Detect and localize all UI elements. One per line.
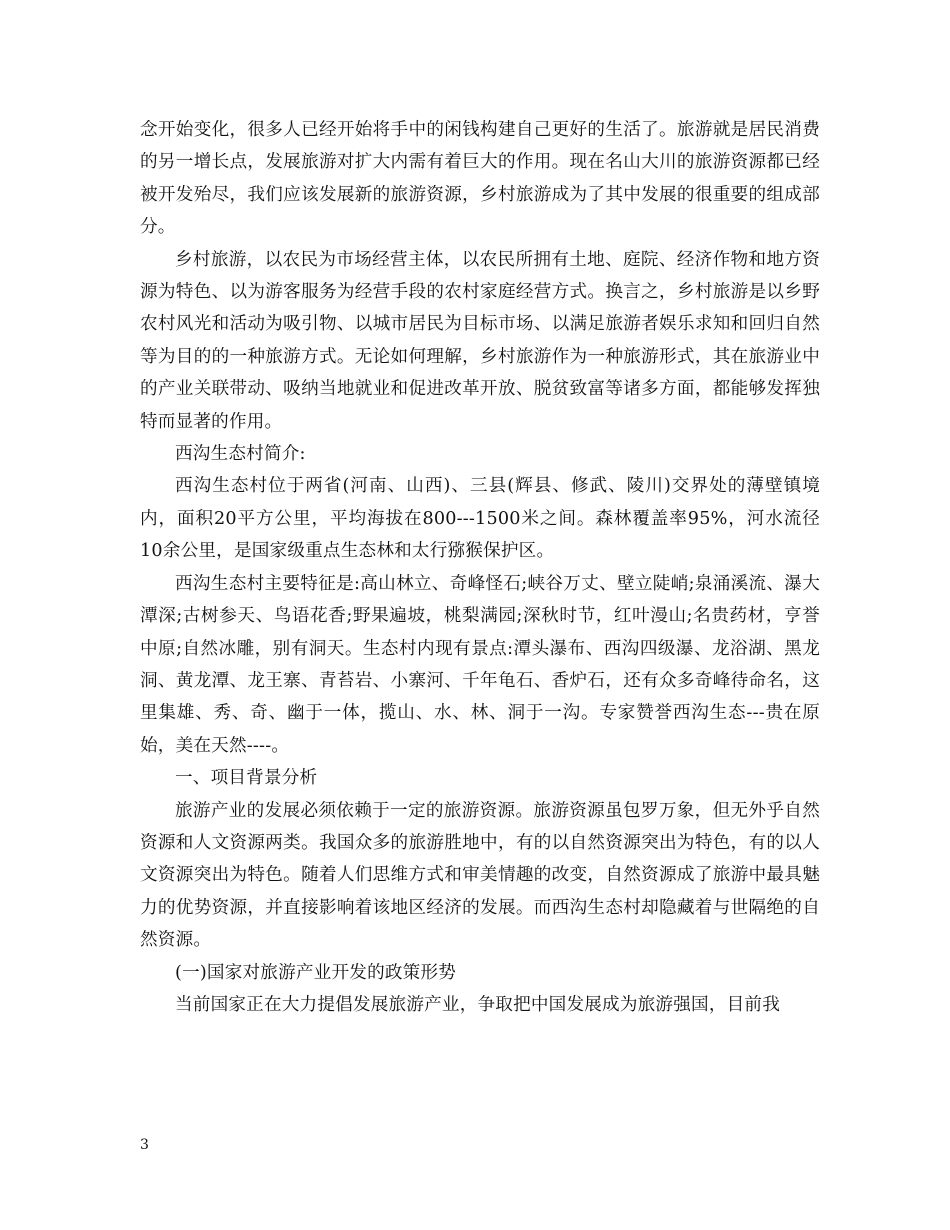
- paragraph-tourism-resources: 旅游产业的发展必须依赖于一定的旅游资源。旅游资源虽包罗万象，但无外乎自然资源和人文资源两类。我国众多的旅游胜地中，有的以自然资源突出为特色，有的以人文资源突出为特色。随着人们思维方式和审美情趣的改变，自然资源成了旅游中最具魅力的优势资源，并直接影响着该地区经济的发展。而西沟生态村却隐藏着与世隔绝的自然资源。: [140, 800, 820, 951]
- paragraph-intro-continued: 念开始变化，很多人已经开始将手中的闲钱构建自己更好的生活了。旅游就是居民消费的另一增长点，发展旅游对扩大内需有着巨大的作用。现在名山大川的旅游资源都已经被开发殆尽，我们应该发展新的旅游资源，乡村旅游成为了其中发展的很重要的组成部分。: [140, 120, 820, 238]
- paragraph-rural-tourism: 乡村旅游，以农民为市场经营主体，以农民所拥有土地、庭院、经济作物和地方资源为特色、以为游客服务为经营手段的农村家庭经营方式。换言之，乡村旅游是以乡野农村风光和活动为吸引物、以城市居民为目标市场、以满足旅游者娱乐求知和回归自然等为目的的一种旅游方式。无论如何理解，乡村旅游作为一种旅游形式，其在旅游业中的产业关联带动、吸纳当地就业和促进改革开放、脱贫致富等诸多方面，都能够发挥独特而显著的作用。: [140, 249, 820, 432]
- heading-national-policy: (一)国家对旅游产业开发的政策形势: [175, 962, 457, 983]
- heading-xigou-intro: 西沟生态村简介:: [175, 444, 306, 465]
- page-number: 3: [140, 1137, 149, 1153]
- paragraph-xigou-features: 西沟生态村主要特征是:高山林立、奇峰怪石;峡谷万丈、壁立陡峭;泉涌溪流、瀑大潭深;古树参天、鸟语花香;野果遍坡，桃梨满园;深秋时节，红叶漫山;名贵药材，亨誉中原;自然冰雕，别有洞天。生态村内现有景点:潭头瀑布、西沟四级瀑、龙浴湖、黑龙洞、黄龙潭、龙王寨、青苔岩、小寨河、千年龟石、香炉石，还有众多奇峰待命名，这里集雄、秀、奇、幽于一体，揽山、水、林、洞于一沟。专家赞誉西沟生态---贵在原始，美在天然----。: [140, 573, 820, 756]
- paragraph-national-policy: 当前国家正在大力提倡发展旅游产业，争取把中国发展成为旅游强国，目前我: [175, 994, 780, 1015]
- heading-project-background: 一、项目背景分析: [175, 768, 318, 789]
- paragraph-xigou-location: 西沟生态村位于两省(河南、山西)、三县(辉县、修武、陵川)交界处的薄壁镇境内，面积20平方公里，平均海拔在800---1500米之间。森林覆盖率95%，河水流径10余公里，是国家级重点生态林和太行猕猴保护区。: [140, 476, 820, 562]
- document-body: [140, 114, 820, 1021]
